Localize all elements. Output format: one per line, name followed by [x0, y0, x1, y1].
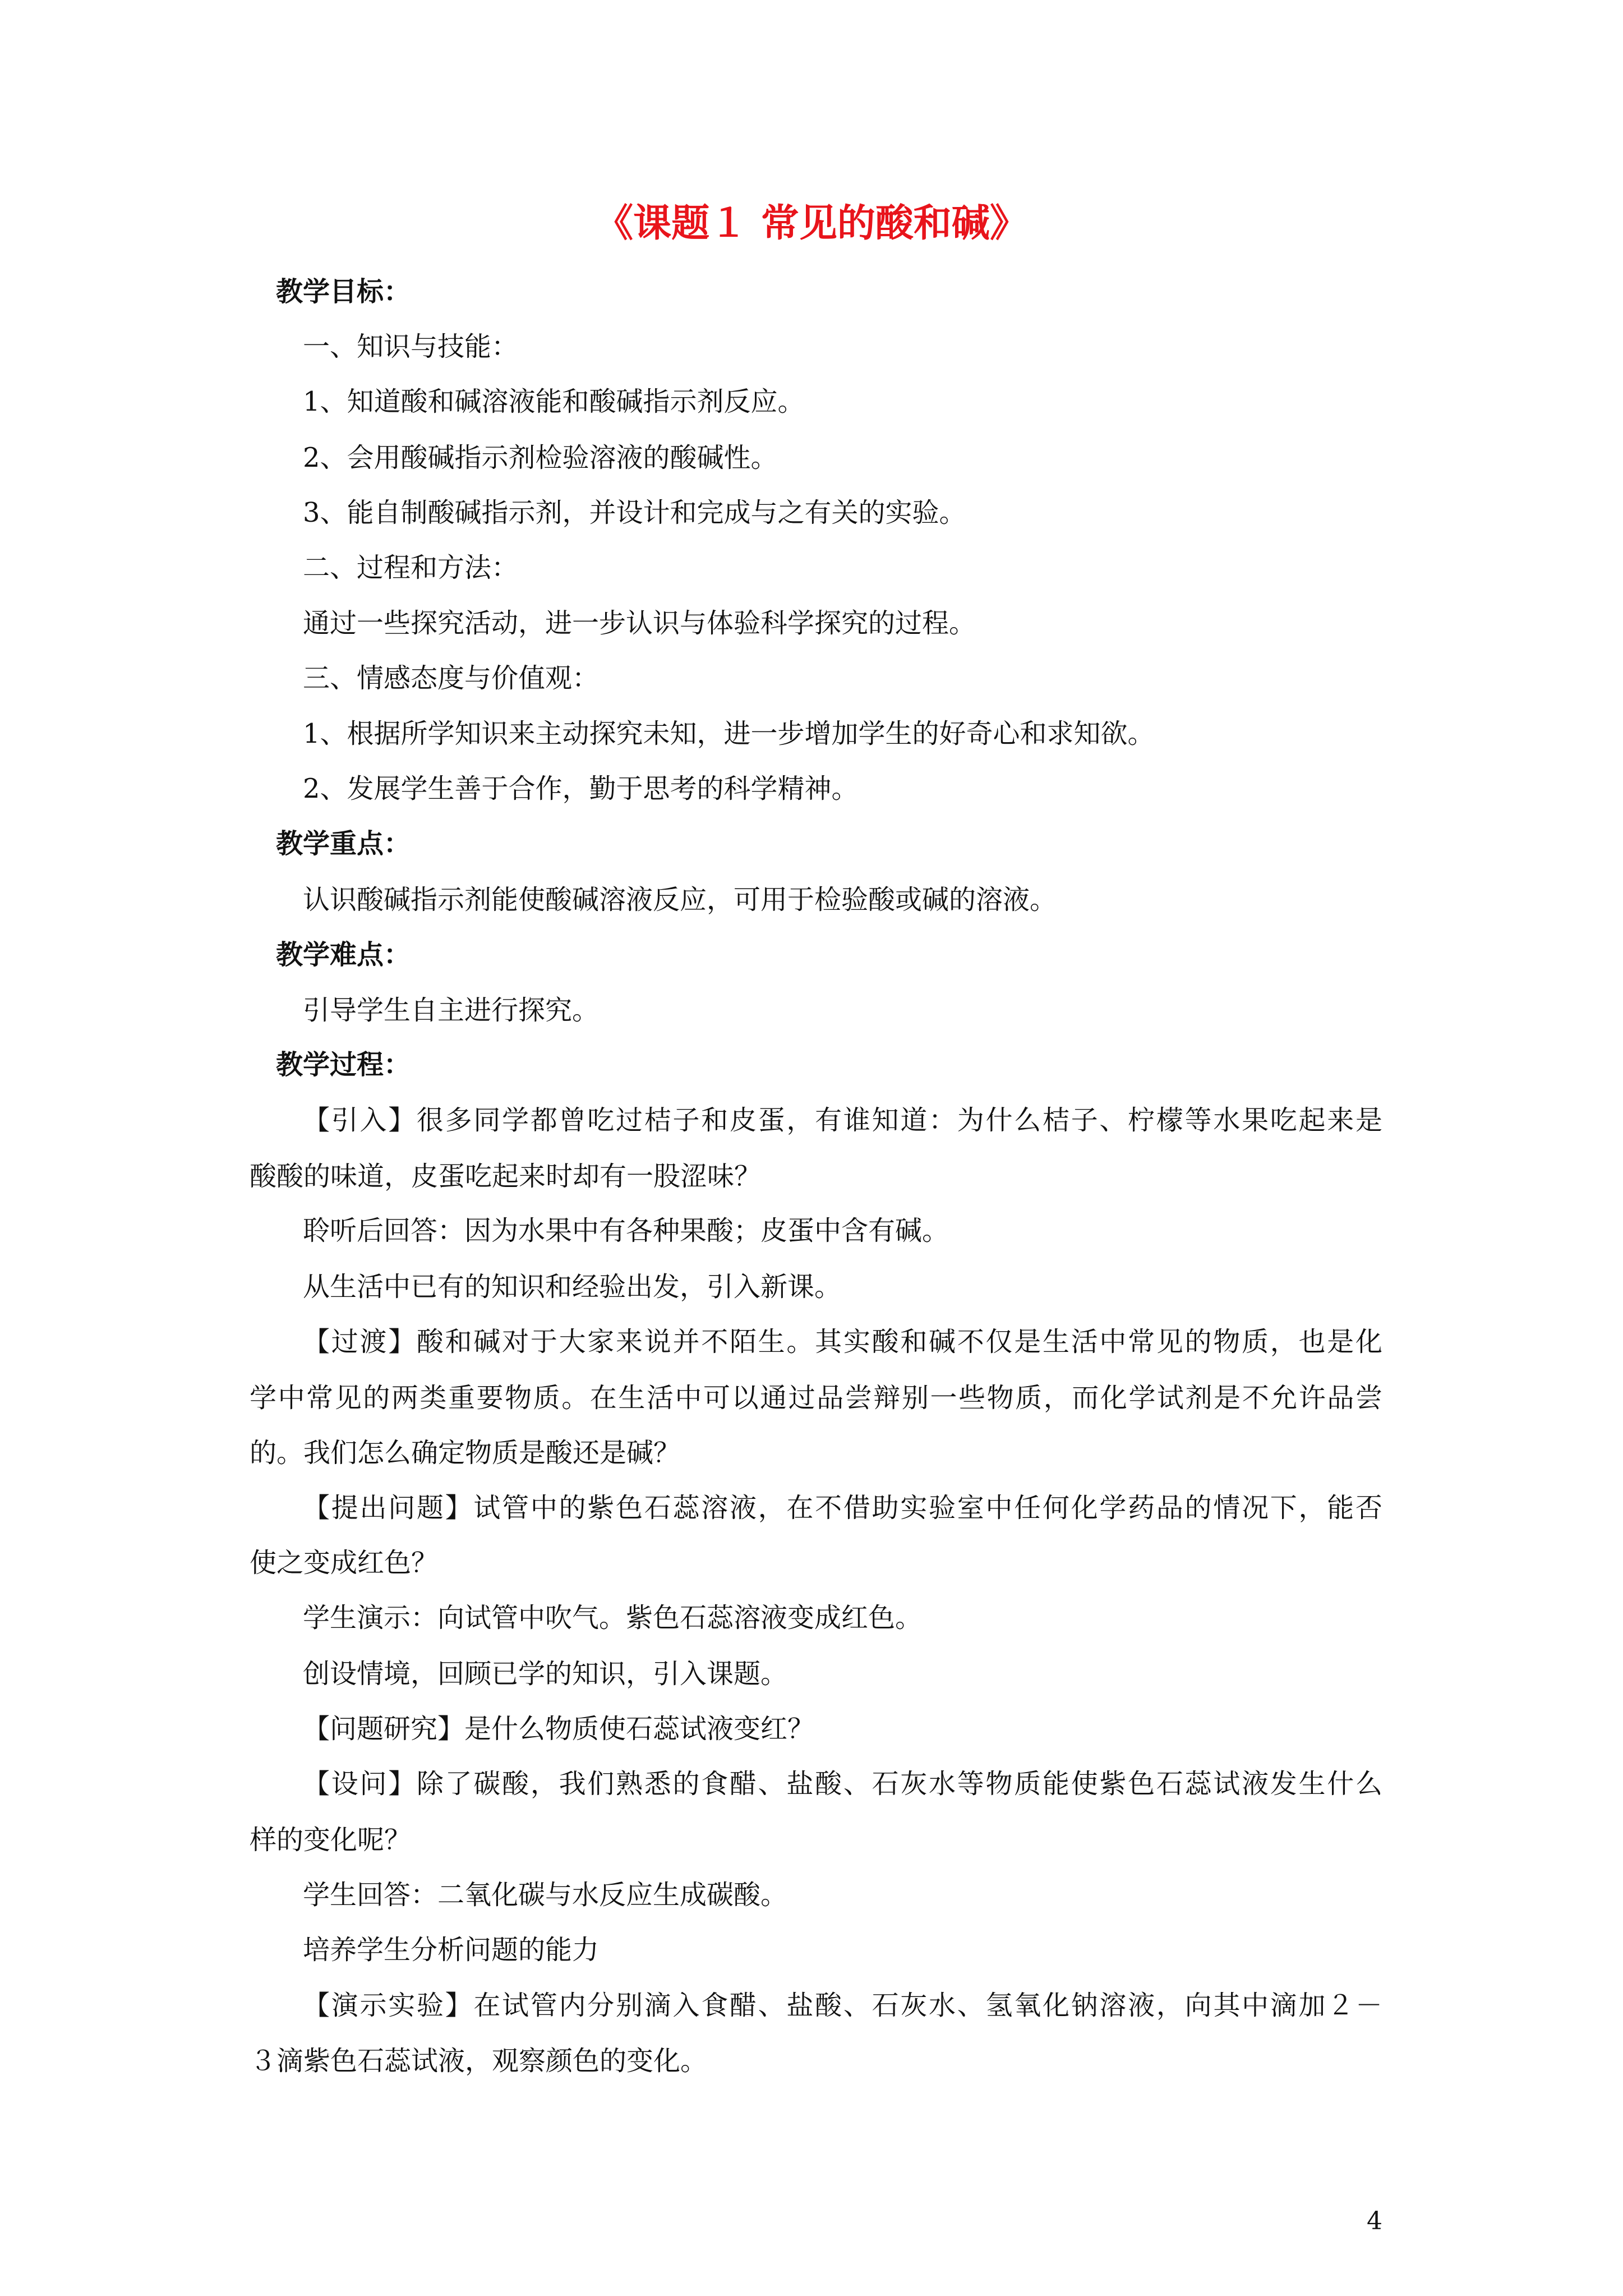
heading-teaching-process: 教学过程： [276, 1049, 411, 1080]
paragraph-line: 酸酸的味道，皮蛋吃起来时却有一股涩味？ [250, 1161, 762, 1192]
paragraph-line: 【提出问题】试管中的紫色石蕊溶液，在不借助实验室中任何化学药品的情况下，能否 [303, 1492, 1382, 1524]
paragraph-line: 【问题研究】是什么物质使石蕊试液变红？ [303, 1713, 815, 1745]
paragraph-line: 【过渡】酸和碱对于大家来说并不陌生。其实酸和碱不仅是生活中常见的物质，也是化 [303, 1326, 1382, 1358]
paragraph-line: 【引入】很多同学都曾吃过桔子和皮蛋，有谁知道：为什么桔子、柠檬等水果吃起来是 [303, 1105, 1382, 1136]
paragraph-line: 的。我们怎么确定物质是酸还是碱？ [250, 1437, 681, 1469]
section-process-methods: 二、过程和方法： [303, 552, 519, 583]
paragraph-line: 【设问】除了碳酸，我们熟悉的食醋、盐酸、石灰水等物质能使紫色石蕊试液发生什么 [303, 1768, 1382, 1800]
heading-difficulties: 教学难点： [276, 939, 411, 970]
heading-teaching-goals: 教学目标： [276, 276, 411, 307]
paragraph-line: 【演示实验】在试管内分别滴入食醋、盐酸、石灰水、氢氧化钠溶液，向其中滴加２－ [303, 1990, 1382, 2021]
heading-key-points: 教学重点： [276, 828, 411, 859]
paragraph-line: 1、根据所学知识来主动探究未知，进一步增加学生的好奇心和求知欲。 [303, 718, 1155, 749]
document-title: 《课题１ 常见的酸和碱》 [595, 201, 1028, 246]
paragraph-line: 样的变化呢？ [250, 1824, 412, 1856]
paragraph-line: 2、发展学生善于合作，勤于思考的科学精神。 [303, 773, 859, 804]
paragraph-line: 认识酸碱指示剂能使酸碱溶液反应，可用于检验酸或碱的溶液。 [303, 884, 1057, 915]
paragraph-line: 学生演示：向试管中吹气。紫色石蕊溶液变成红色。 [303, 1602, 923, 1634]
paragraph-line: 3、能自制酸碱指示剂，并设计和完成与之有关的实验。 [303, 497, 966, 528]
paragraph-line: 学生回答：二氧化碳与水反应生成碳酸。 [303, 1879, 788, 1911]
section-knowledge-skills: 一、知识与技能： [303, 331, 519, 362]
paragraph-line: 学中常见的两类重要物质。在生活中可以通过品尝辩别一些物质，而化学试剂是不允许品尝 [250, 1382, 1382, 1414]
paragraph-line: 1、知道酸和碱溶液能和酸碱指示剂反应。 [303, 386, 805, 417]
paragraph-line: 聆听后回答：因为水果中有各种果酸；皮蛋中含有碱。 [303, 1215, 949, 1246]
section-attitudes-values: 三、情感态度与价值观： [303, 662, 600, 694]
paragraph-line: ３滴紫色石蕊试液，观察颜色的变化。 [250, 2045, 708, 2077]
paragraph-line: 从生活中已有的知识和经验出发，引入新课。 [303, 1271, 842, 1303]
paragraph-line: 培养学生分析问题的能力 [303, 1934, 600, 1966]
paragraph-line: 通过一些探究活动，进一步认识与体验科学探究的过程。 [303, 608, 976, 639]
paragraph-line: 使之变成红色？ [250, 1547, 439, 1579]
page-number: 4 [1367, 2207, 1382, 2235]
paragraph-line: 创设情境，回顾已学的知识，引入课题。 [303, 1658, 788, 1690]
paragraph-line: 引导学生自主进行探究。 [303, 995, 600, 1026]
paragraph-line: 2、会用酸碱指示剂检验溶液的酸碱性。 [303, 442, 778, 473]
